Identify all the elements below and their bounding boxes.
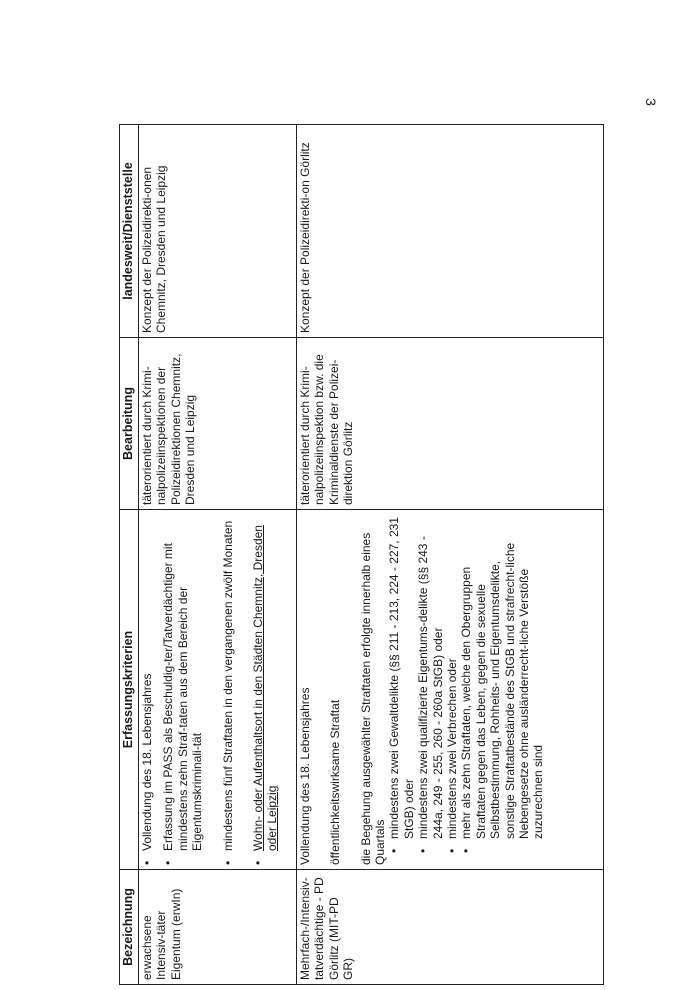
list-item: • mindestens zwei qualifizierte Eigentums-delikte (§§ 243 - 244a, 249 - 255, 260 - 260a StGB) oder: [416, 536, 445, 853]
bullet-icon: •: [251, 860, 266, 865]
cell-dienststelle: Konzept der Polizeidirekti-on Görlitz: [296, 125, 603, 338]
bullet-icon: •: [140, 860, 154, 865]
list-item: • mindestens zwei Verbrechen oder: [444, 658, 459, 853]
table-header-row: [120, 125, 139, 985]
table-row: [296, 125, 603, 985]
rotated-table-wrapper: [119, 125, 604, 985]
list-item: • Vollendung des 18. Lebensjahres: [140, 673, 154, 865]
criteria-table: [119, 124, 604, 985]
list-item: • mehr als zehn Straftaten, welche den Obergruppen Straftaten gegen das Leben, gegen die sexuelle Selbstbestimmung, Rohheits- und Eigentumsdelikte, sonstige Straftatbestände des StGB und strafrecht-liche Nebengesetze ohne ausländerrecht-liche Verstöße zuzurechnen sind: [459, 542, 546, 853]
bullet-icon: •: [387, 848, 402, 853]
cell-bezeichnung: erwachsene Intensiv-täter Eigentum (erwIn): [139, 870, 297, 985]
list-item: • Wohn- oder Aufenthaltsort in den Städten Chemnitz, Dresden oder Leipzig: [251, 525, 280, 865]
cell-bearbeitung: täterorientiert durch Krimi-nalpolizeiinspektionen der Polizeidirektionen Chemnitz, Dresden und Leipzig: [139, 338, 297, 510]
header-erfassungskriterien: Erfassungskriterien: [120, 510, 139, 870]
list-item: • mindestens fünf Straftaten in den vergangenen zwölf Monaten: [220, 520, 235, 865]
criteria-text: die Begehung ausgewählter Straftaten erfolgte innerhalb eines Quartals: [358, 532, 387, 865]
criteria-text: Vollendung des 18. Lebensjahres: [297, 687, 312, 865]
bullet-icon: •: [459, 848, 474, 853]
cell-bearbeitung: täterorientiert durch Krimi-nalpolizeiinspektion bzw. die Kriminaldienste der Polizei-direktion Görlitz: [296, 338, 603, 510]
bullet-icon: •: [161, 860, 176, 865]
list-item: • Erfassung im PASS als Beschuldig-ter/Tatverdächtiger mit mindestens zehn Straf-taten aus dem Bereich der Eigentumskriminali-tät: [161, 543, 205, 865]
list-item: • mindestens zwei Gewaltdelikte (§§ 211 - 213, 224 - 227, 231 StGB) oder: [387, 517, 416, 853]
bullet-icon: •: [444, 848, 459, 853]
criteria-text: öffentlichkeitswirksame Straftat: [328, 699, 343, 865]
header-bezeichnung: Bezeichnung: [120, 870, 139, 985]
cell-kriterien: [296, 510, 603, 870]
sub-list: [387, 514, 545, 853]
header-dienststelle: landesweit/Dienststelle: [120, 125, 139, 338]
page-number: 3: [643, 98, 659, 106]
cell-kriterien: [139, 510, 297, 870]
bullet-icon: •: [220, 860, 235, 865]
table-row: [139, 125, 297, 985]
bullet-icon: •: [416, 848, 431, 853]
cell-dienststelle: Konzept der Polizeidirekti-onen Chemnitz, Dresden und Leipzig: [139, 125, 297, 338]
header-bearbeitung: Bearbeitung: [120, 338, 139, 510]
cell-bezeichnung: Mehrfach-/Intensiv-tatverdächtige - PD Görlitz (MIT-PD GR): [296, 870, 603, 985]
